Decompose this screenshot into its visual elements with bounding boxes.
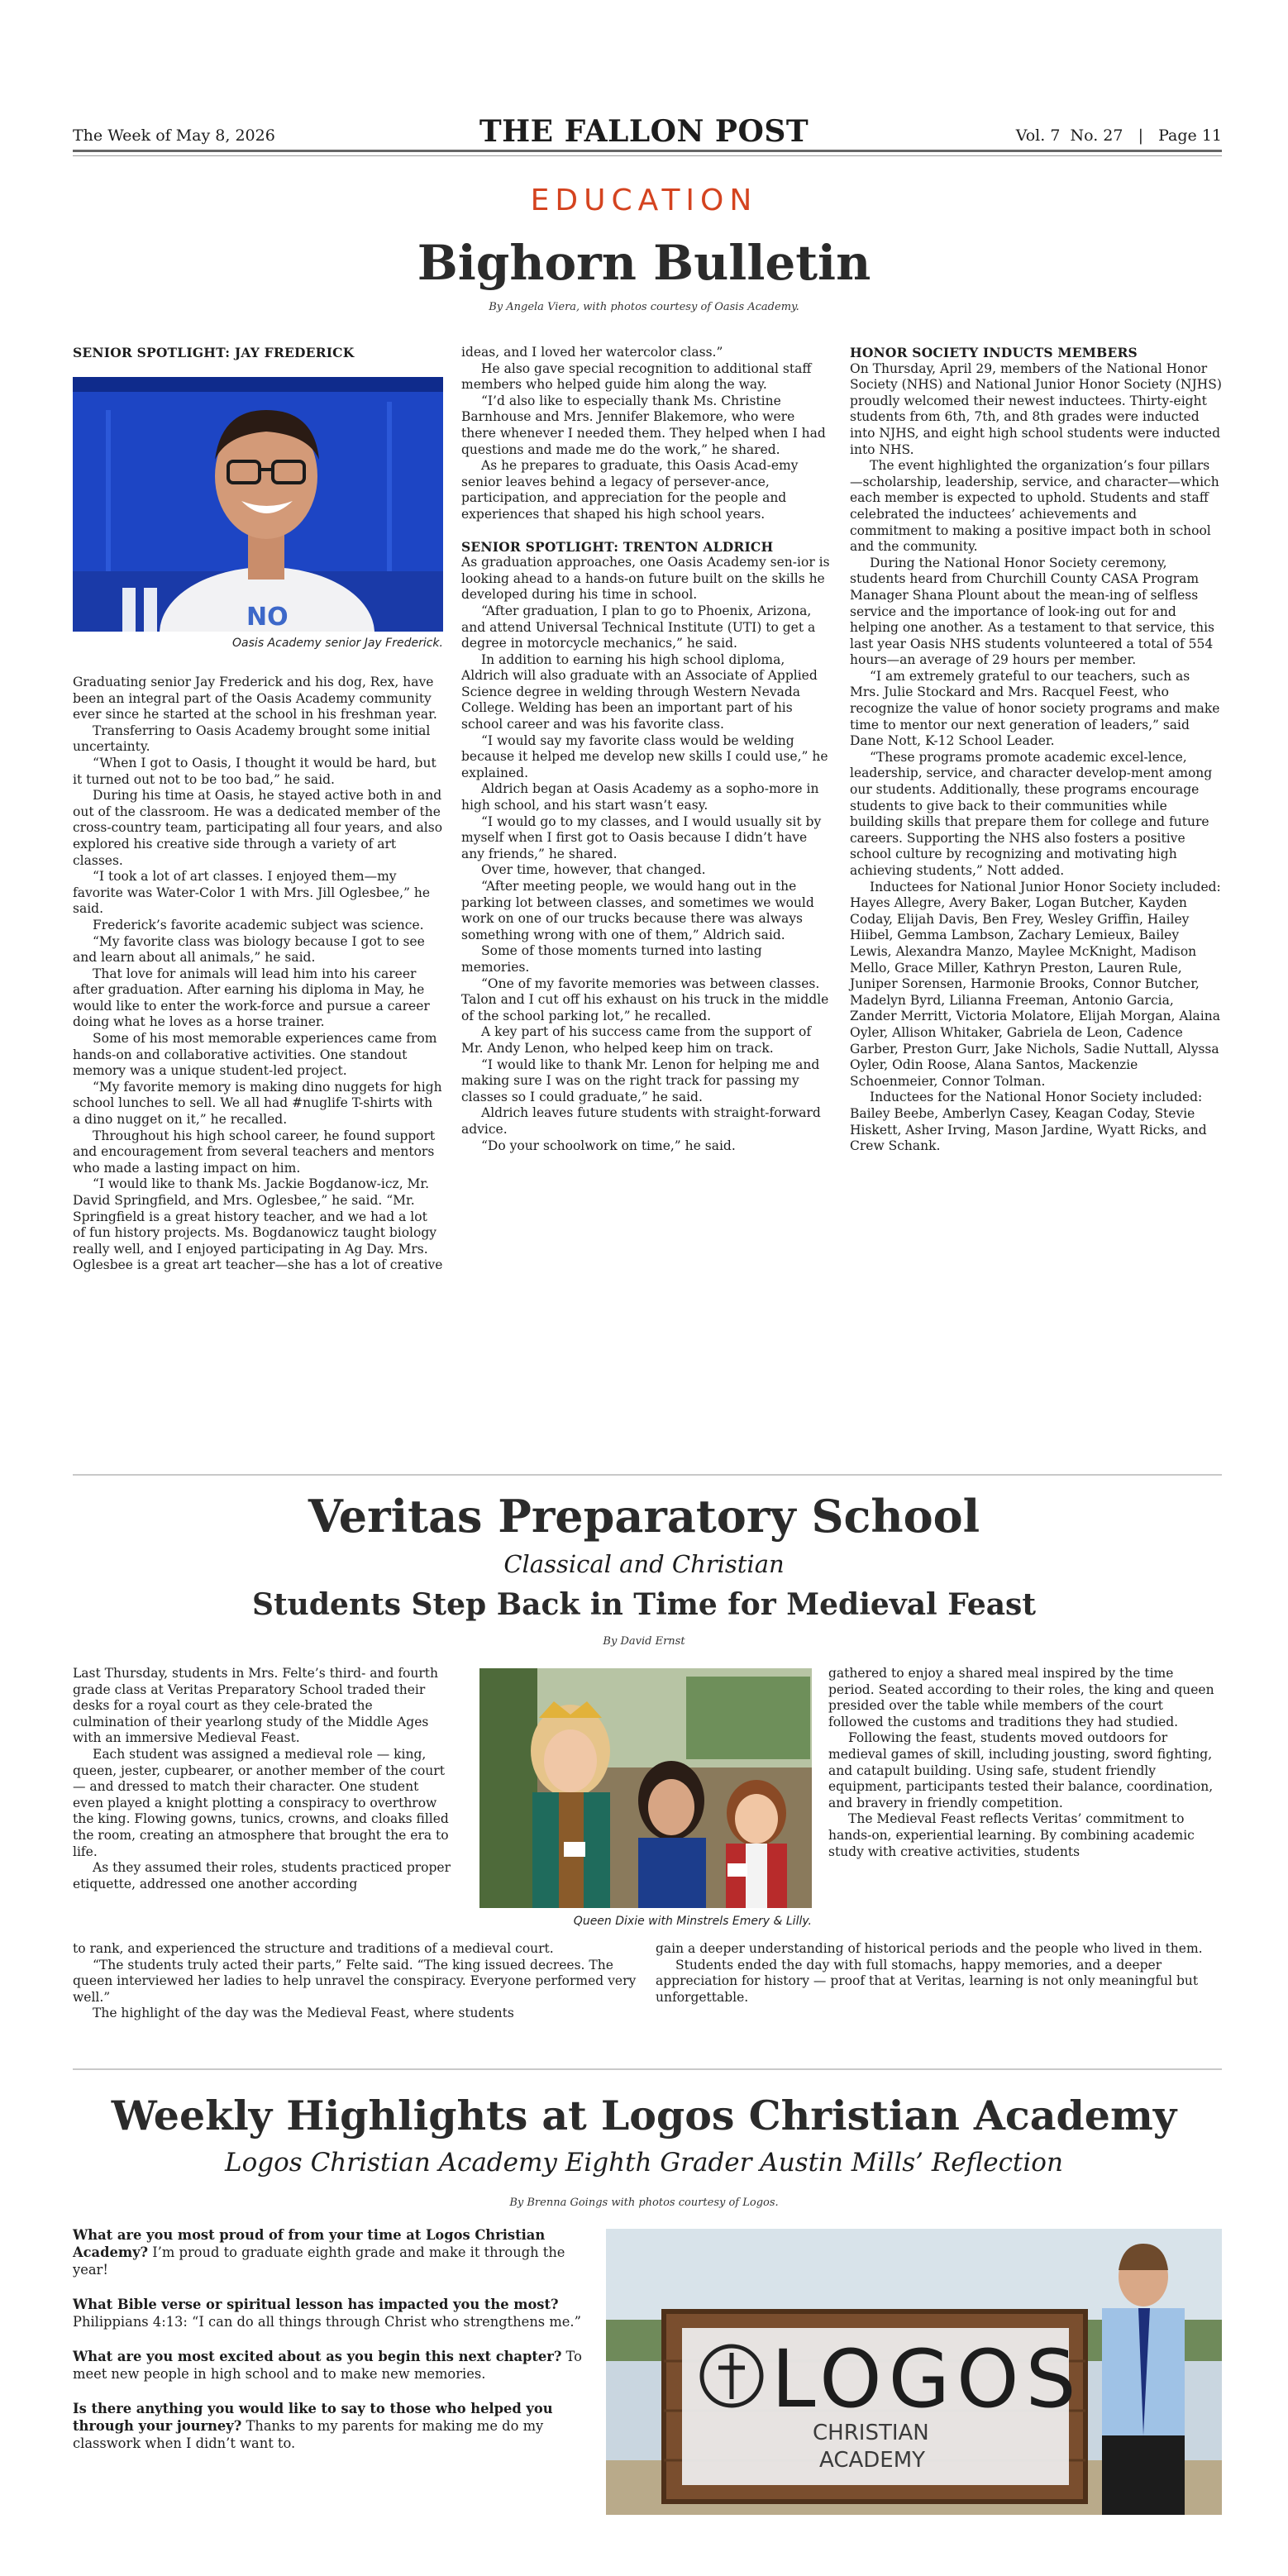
jay-photo-caption: Oasis Academy senior Jay Frederick. [232,637,443,650]
paragraph: “I would go to my classes, and I would usually sit by myself when I first got to Oasis because I didn’t have any friends,” he shared. [461,813,822,861]
feast-illustration [479,1668,812,1908]
paragraph: “One of my favorite memories was between classes. Talon and I cut off his exhaust on his truck in the middle of the school parking lot,” he recalled. [461,976,829,1023]
veritas-right-full [656,1941,1222,2006]
column-1-body [73,675,443,1274]
qa-item [73,2348,594,2383]
veritas-headline: Students Step Back in Time for Medieval Feast [252,1587,1036,1622]
answer: I’m proud to graduate eighth grade and make it through the year! [73,2244,565,2278]
paragraph: Throughout his high school career, he found support and encouragement from several teachers and mentors who made a lasting impact on him. [73,1128,436,1176]
paragraph: Over time, however, that changed. [481,862,706,878]
masthead-issue: Vol. 7 No. 27 | Page 11 [1015,126,1222,145]
paragraph: gain a deeper understanding of historical periods and the people who lived in them. [656,1941,1203,1956]
sign-sub-text-2: ACADEMY [819,2448,926,2473]
paragraph: The Medieval Feast reflects Veritas’ commitment to hands-on, experiential learning. By combining academic study with creative activities, students [828,1811,1195,1859]
question: What are you most excited about as you begin this next chapter? [73,2349,562,2364]
qa-item [73,2400,594,2452]
section-divider [73,1474,1222,1476]
masthead-paper-name: THE FALLON POST [479,114,809,149]
paragraph: “My favorite class was biology because I got to see and learn about all animals,” he said. [73,933,425,966]
veritas-tagline: Classical and Christian [503,1550,785,1578]
masthead-rule-top [73,150,1222,152]
paragraph: “The students truly acted their parts,” Felte said. “The king issued decrees. The queen interviewed her ladies to help unravel the conspiracy. Everyone performed very well.” [73,1957,637,2005]
paragraph: “I am extremely grateful to our teachers, such as Mrs. Julie Stockard and Mrs. Racquel Feest, who recognize the value of honor society programs and make time to mentor our next generation of leaders,” said Dane Nott, K-12 School Leader. [850,668,1220,749]
paragraph: ideas, and I loved her watercolor class.” [461,345,723,360]
question: What Bible verse or spiritual lesson has impacted you the most? [73,2297,559,2312]
paragraph: As graduation approaches, one Oasis Academy sen-ior is looking ahead to a hands-on future built on the skills he developed during his time in school. [461,555,830,603]
paragraph: “When I got to Oasis, I thought it would be hard, but it turned out not to be too bad,” he said. [73,755,436,787]
paragraph: Students ended the day with full stomachs, happy memories, and a deeper appreciation for history — proof that at Veritas, learning is not only meaningful but unforgettable. [656,1957,1199,2005]
paragraph: Transferring to Oasis Academy brought some initial uncertainty. [73,723,431,755]
paragraph: “I would say my favorite class would be welding because it helped me develop new skills I could use,” he explained. [461,732,828,780]
paragraph: “After meeting people, we would hang out in the parking lot between classes, and sometimes we would work on one of our trucks because there was always something wrong with one of them,” Aldrich said. [461,879,814,942]
paragraph: In addition to earning his high school diploma, Aldrich will also graduate with an Associate of Applied Science degree in welding through Western Nevada College. Welding has been an important part of his school career and was his favorite class. [461,651,818,732]
answer: To meet new people in high school and to make new memories. [73,2349,582,2382]
paragraph: Each student was assigned a medieval role — king, queen, jester, cupbearer, or another member of the court — and dressed to match their character. One student even played a knight plotting a conspiracy to overthrow the king. Flowing gowns, tunics, crowns, and cloaks filled the room, creating an atmosphere that brought the era to life. [73,1746,449,1859]
column-1 [73,345,443,361]
answer: Thanks to my parents for making me do my classwork when I didn’t want to. [73,2418,544,2451]
qa-item [73,2296,594,2330]
sign-sub-text-1: CHRISTIAN [813,2421,929,2445]
paragraph: to rank, and experienced the structure and traditions of a medieval court. [73,1941,554,1956]
section-divider [73,2068,1222,2070]
paragraph: “My favorite memory is making dino nuggets for high school lunches to sell. We all had #nuglife T-shirts with a dino nugget on it,” he recalled. [73,1079,442,1128]
paragraph: That love for animals will lead him into his career after graduation. After earning his diploma in May, he would like to enter the work-force and pursue a career doing what he loves as a horse trainer. [73,966,430,1030]
paragraph: He also gave special recognition to additional staff members who helped guide him along the way. [461,360,812,393]
paragraph: “I took a lot of art classes. I enjoyed them—my favorite was Water-Color 1 with Mrs. Jill Oglesbee,” he said. [73,869,431,917]
honor-society-heading: HONOR SOCIETY INDUCTS MEMBERS [850,345,1138,360]
medieval-feast-photo [479,1668,812,1908]
question: What are you most proud of from your time at Logos Christian Academy? [73,2227,546,2260]
paragraph: “After graduation, I plan to go to Phoenix, Arizona, and attend Universal Technical Institute (UTI) to get a degree in motorcycle mechanics,” he said. [461,603,816,651]
sign-illustration [606,2229,1222,2515]
jay-frederick-heading: SENIOR SPOTLIGHT: JAY FREDERICK [73,345,355,360]
veritas-right-column [828,1666,1222,1860]
paragraph: Inductees for National Junior Honor Society included: Hayes Allegre, Avery Baker, Logan Butcher, Kayden Coday, Elijah Davis, Ben Frey, Wesley Griffin, Hailey Hiibel, Gemma Lambson, Zachary Lemieux, Bailey Lewis, Alexandra Manzo, Maylee McKnight, Madison Mello, Grace Miller, Kathryn Preston, Lauren Rule, Juniper Sorensen, Harmonie Brooks, Connor Butcher, Madelyn Byrd, Lilianna Freeman, Antonio Garcia, Zander Merritt, Victoria Molatore, Elijah Morgan, Alaina Oyler, Allison Whitaker, Gabriela de Leon, Cadence Garber, Preston Gurr, Jake Nichols, Sadie Nuttall, Alyssa Oyler, Odin Roose, Alana Santos, Mackenzie Schoenmeier, Connor Tolman. [850,879,1221,1089]
masthead-rule-bottom [73,155,1222,156]
paragraph: Some of those moments turned into lasting memories. [461,943,762,975]
paragraph: During the National Honor Society ceremony, students heard from Churchill County CASA Program Manager Shana Plount about the mean-ing of selfless service and the importance of look-ing out for and helping one another. As a testament to that service, this last year Oasis NHS students volunteered a total of 554 hours—an average of 29 hours per member. [850,555,1214,668]
logos-title: Weekly Highlights at Logos Christian Academy [111,2092,1177,2140]
paragraph: On Thursday, April 29, members of the National Honor Society (NHS) and National Junior Honor Society (NJHS) proudly welcomed their newest inductees. Thirty-eight students from 6th, 7th, and 8th grades were inducted into NJHS, and eight high school students were inducted into NHS. [850,360,1222,457]
sign-main-text: LOGOS [771,2333,1083,2426]
paragraph: gathered to enjoy a shared meal inspired by the time period. Seated according to their roles, the king and queen presided over the table while members of the court followed the customs and traditions they had studied. [828,1666,1214,1729]
column-3 [850,345,1222,1155]
logos-byline: By Brenna Goings with photos courtesy of Logos. [509,2197,779,2209]
veritas-left-full [73,1941,651,2022]
paragraph: Following the feast, students moved outdoors for medieval games of skill, including jousting, sword fighting, and catapult building. Using safe, student friendly equipment, participants tested their balance, coordination, and bravery in friendly competition. [828,1730,1214,1810]
section-label: EDUCATION [530,184,758,217]
bulletin-byline: By Angela Viera, with photos courtesy of Oasis Academy. [489,301,799,313]
answer: Philippians 4:13: “I can do all things through Christ who strengthens me.” [73,2314,581,2330]
paragraph: “These programs promote academic excel-lence, leadership, service, and character develop-ment among our students. Additionally, these programs encourage students to give back to their communities while building skills that prepare them for college and future careers. Supporting the NHS also fosters a positive school culture by recognizing and motivating high achieving students,” Nott added. [850,749,1213,878]
paragraph: Frederick’s favorite academic subject was science. [93,917,424,933]
paragraph: “I would like to thank Ms. Jackie Bogdanow-icz, Mr. David Springfield, and Mrs. Oglesbee,” he said. “Mr. Springfield is a great history teacher, and we had a lot of fun history projects. Ms. Bogdanowicz taught biology really well, and I enjoyed participating in Ag Day. Mrs. Oglesbee is a great art teacher—she has a lot of creative [73,1176,443,1273]
paragraph: “I would like to thank Mr. Lenon for helping me and making sure I was on the right track for passing my classes so I could graduate,” he said. [461,1057,820,1104]
veritas-school-name: Veritas Preparatory School [308,1490,980,1543]
portrait-illustration [73,377,443,632]
paragraph: Aldrich leaves future students with straight-forward advice. [461,1105,821,1137]
paragraph: Graduating senior Jay Frederick and his dog, Rex, have been an integral part of the Oasis Academy community ever since he started at the school in his freshman year. [73,675,437,723]
column-2 [461,345,832,1154]
qa-item [73,2226,594,2278]
shirt-text: NO [246,603,289,632]
masthead-date: The Week of May 8, 2026 [73,126,275,145]
question: Is there anything you would like to say to those who helped you through your journey? [73,2401,553,2434]
paragraph: A key part of his success came from the support of Mr. Andy Lenon, who helped keep him on track. [461,1024,812,1056]
paragraph: The highlight of the day was the Medieval Feast, where students [93,2006,514,2021]
paragraph: Aldrich began at Oasis Academy as a sopho-more in high school, and his start wasn’t easy. [461,781,819,813]
paragraph: As they assumed their roles, students practiced proper etiquette, addressed one another according [73,1860,451,1891]
paragraph: Some of his most memorable experiences came from hands-on and collaborative activities. One standout memory was a unique student-led project. [73,1031,437,1079]
paragraph: Last Thursday, students in Mrs. Felte’s third- and fourth grade class at Veritas Preparatory School traded their desks for a royal court as they cele-brated the culmination of their yearlong study of the Middle Ages with an immersive Medieval Feast. [73,1666,438,1746]
paragraph: “I’d also like to especially thank Ms. Christine Barnhouse and Mrs. Jennifer Blakemore, who were there whenever I needed them. They helped when I had questions and made me do the work,” he shared. [461,393,826,457]
jay-frederick-photo [73,377,443,632]
feast-photo-caption: Queen Dixie with Minstrels Emery & Lilly. [573,1915,812,1928]
paragraph: Inductees for the National Honor Society included: Bailey Beebe, Amberlyn Casey, Keagan Coday, Stevie Hiskett, Asher Irving, Mason Jardine, Wyatt Ricks, and Crew Schank. [850,1090,1207,1154]
paragraph: As he prepares to graduate, this Oasis Acad-emy senior leaves behind a legacy of persever-ance, participation, and appreciation for the people and experiences that shaped his high school years. [461,458,799,522]
trenton-aldrich-heading: SENIOR SPOTLIGHT: TRENTON ALDRICH [461,538,774,555]
logos-sign-photo [606,2229,1222,2515]
veritas-byline: By David Ernst [603,1635,685,1648]
bulletin-title: Bighorn Bulletin [417,235,871,291]
paragraph: During his time at Oasis, he stayed active both in and out of the classroom. He was a dedicated member of the cross-country team, participating all four years, and also explored his creative side through a variety of art classes. [73,788,443,868]
veritas-left-column [73,1666,453,1892]
paragraph: The event highlighted the organization’s four pillars—scholarship, leadership, service, and character—which each member is expected to uphold. Students and staff celebrated the inductees’ achievements and commitment to making a positive impact both in school and the community. [850,458,1219,555]
logos-subtitle: Logos Christian Academy Eighth Grader Austin Mills’ Reflection [225,2148,1063,2178]
logos-interview [73,2226,594,2469]
paragraph: “Do your schoolwork on time,” he said. [481,1138,736,1153]
